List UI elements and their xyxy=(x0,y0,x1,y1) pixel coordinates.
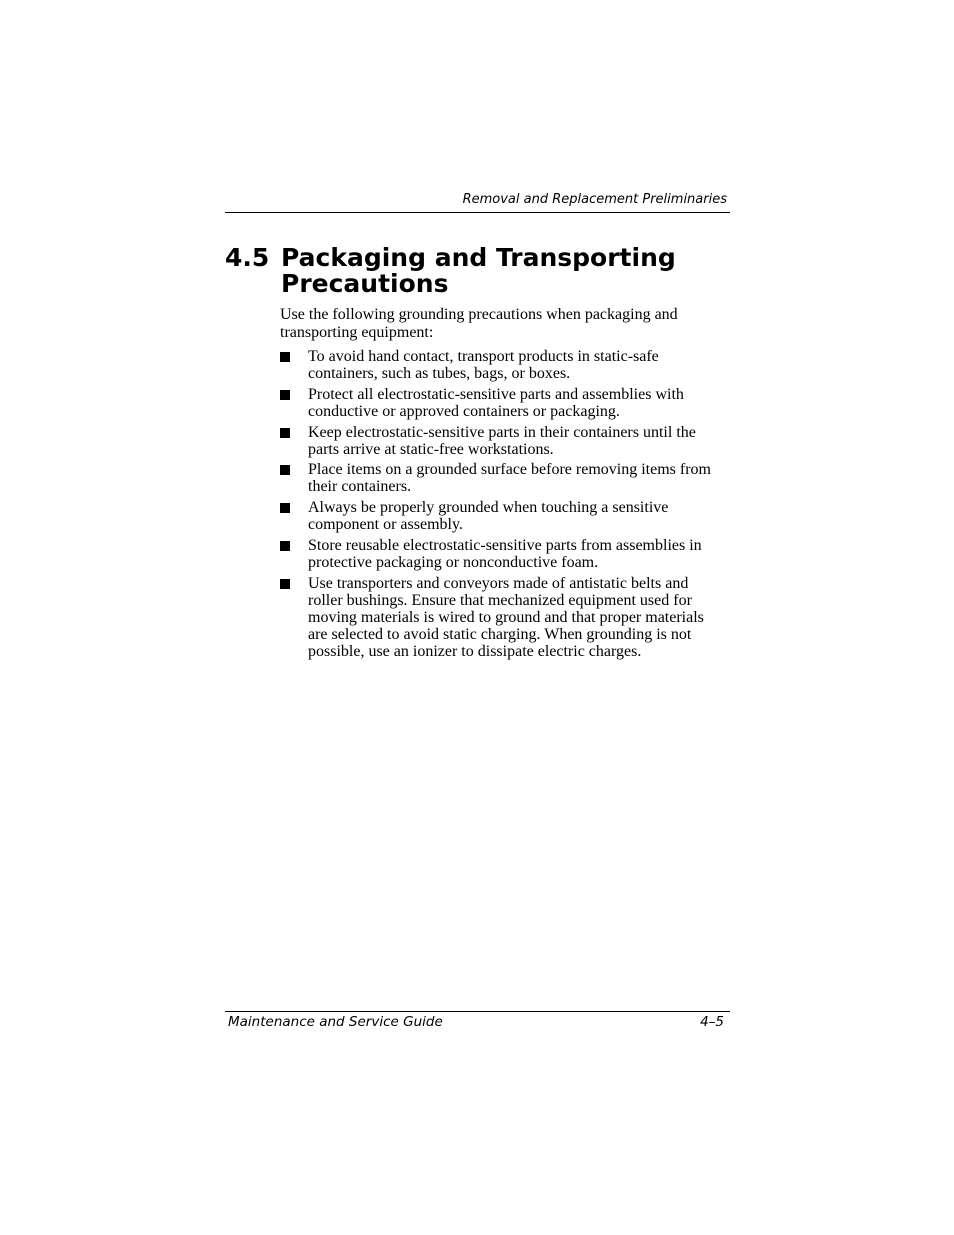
square-bullet-icon xyxy=(280,465,290,475)
square-bullet-icon xyxy=(280,390,290,400)
list-item-text: To avoid hand contact, transport products in static-safe containers, such as tubes, bags, or boxes. xyxy=(308,348,659,382)
section-number: 4.5 xyxy=(225,243,270,272)
list-item xyxy=(280,575,725,660)
list-item xyxy=(280,386,725,420)
section-title-line1: Packaging and Transporting xyxy=(281,243,676,272)
list-item xyxy=(280,537,725,571)
precautions-list xyxy=(280,348,725,660)
section-body xyxy=(280,306,725,664)
footer-rule xyxy=(225,1011,730,1012)
list-item-text: Always be properly grounded when touching a sensitive component or assembly. xyxy=(308,499,669,534)
list-item-text: Place items on a grounded surface before removing items from their containers. xyxy=(308,461,711,496)
running-header: Removal and Replacement Preliminaries xyxy=(462,192,727,207)
section-title-line2: Precautions xyxy=(281,269,449,298)
square-bullet-icon xyxy=(280,352,290,362)
list-item-text: Store reusable electrostatic-sensitive parts from assemblies in protective packaging or nonconductive foam. xyxy=(308,536,702,571)
list-item xyxy=(280,424,725,458)
square-bullet-icon xyxy=(280,503,290,513)
list-item xyxy=(280,461,725,495)
footer-guide-title: Maintenance and Service Guide xyxy=(228,1014,443,1030)
list-item xyxy=(280,348,725,382)
square-bullet-icon xyxy=(280,428,290,438)
page-number: 4–5 xyxy=(700,1014,724,1030)
list-item xyxy=(280,499,725,533)
list-item-text: Use transporters and conveyors made of antistatic belts and roller bushings. Ensure that mechanized equipment used for moving materials is wired to ground and that proper materials are selected to avoid static charging. When grounding is not possible, use an ionizer to dissipate electric charges. xyxy=(308,574,704,660)
square-bullet-icon xyxy=(280,541,290,551)
square-bullet-icon xyxy=(280,579,290,589)
header-rule xyxy=(225,212,730,213)
section-title xyxy=(225,245,730,297)
list-item-text: Keep electrostatic-sensitive parts in their containers until the parts arrive at static-free workstations. xyxy=(308,423,696,458)
list-item-text: Protect all electrostatic-sensitive parts and assemblies with conductive or approved containers or packaging. xyxy=(308,385,684,420)
intro-paragraph: Use the following grounding precautions when packaging and transporting equipment: xyxy=(280,306,678,341)
